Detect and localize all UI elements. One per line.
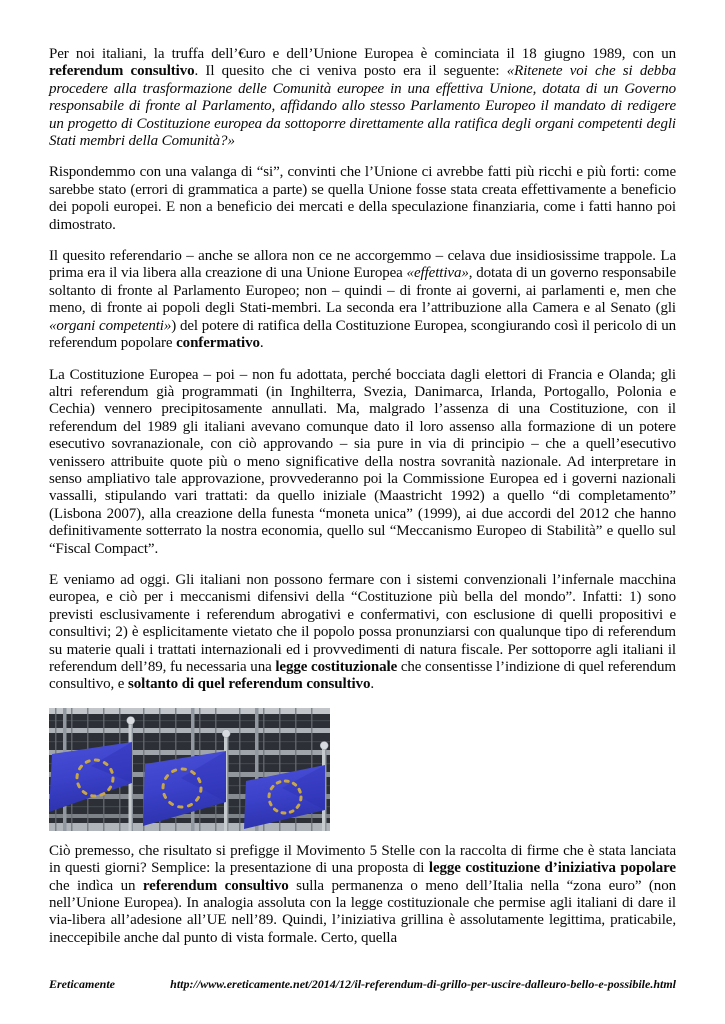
footer-source-url: http://www.ereticamente.net/2014/12/il-referendum-di-grillo-per-uscire-dalleuro-bello-e-possibile.html (170, 977, 676, 991)
paragraph-2: Rispondemmo con una valanga di “si”, convinti che l’Unione ci avrebbe fatti più ricchi e più forti: come sarebbe stato (errori di grammatica a parte) se quella Unione fosse stata creata effettivamente a beneficio dei popoli europei. E non a beneficio dei mercati e della speculazione finanziaria, come i fatti hanno poi dimostrato. (49, 164, 676, 233)
eu-flags-illustration (49, 708, 330, 831)
paragraph-1: Per noi italiani, la truffa dell’€uro e dell’Unione Europea è cominciata il 18 giugno 1989, con un referendum consultivo. Il quesito che ci veniva posto era il seguente: «Ritenete voi che si debba procedere alla trasformazione delle Comunità europee in una effettiva Unione, dotata di un Governo responsabile di fronte al Parlamento, affidando allo stesso Parlamento Europeo il mandato di redigere un progetto di Costituzione europea da sottoporre direttamente alla ratifica degli organi competenti degli Stati membri della Comunità?» (49, 46, 676, 150)
page-footer (49, 977, 676, 992)
eu-flags-photo (49, 708, 330, 831)
article-body (49, 46, 676, 961)
paragraph-6: Ciò premesso, che risultato si prefigge il Movimento 5 Stelle con la raccolta di firme che è stata lanciata in questi giorni? Semplice: la presentazione di una proposta di legge costituzione d’iniziativa popolare che indìca un referendum consultivo sulla permanenza o meno dell’Italia nella “zona euro” (non nell’Unione Europea). In analogia assoluta con la legge costituzionale che permise agli italiani di dare il via-libera all’adesione all’UE nell’89. Quindi, l’iniziativa grillina è assolutamente legittima, praticabile, ineccepibile anche dal punto di vista formale. Certo, quella (49, 842, 676, 946)
paragraph-3: Il quesito referendario – anche se allora non ce ne accorgemmo – celava due insidiosissime trappole. La prima era il via libera alla creazione di una Unione Europea «effettiva», dotata di un governo responsabile soltanto di fronte al Parlamento Europeo; non – quindi – di fronte ai governi, ai parlamenti e, men che meno, di fronte ai popoli degli Stati-membri. La seconda era l’attribuzione alla Camera e al Senato (gli «organi competenti») del potere di ratifica della Costituzione Europea, scongiurando così il pericolo di un referendum popolare confermativo. (49, 248, 677, 352)
paragraph-5: E veniamo ad oggi. Gli italiani non possono fermare con i sistemi convenzionali l’infernale macchina europea, e ciò per i meccanismi difensivi della “Costituzione più bella del mondo”. Infatti: 1) sono previsti esclusivamente i referendum abrogativi e confermativi, con esclusione di quelli propositivi e consultivi; 2) è esplicitamente vietato che il popolo possa pronunziarsi con qualunque tipo di referendum su materie quali i trattati internazionali ed i provvedimenti di natura fiscale. Per sottoporre agli italiani il referendum dell’89, fu necessaria una legge costituzionale che consentisse l’indizione di quel referendum consultivo, e soltanto di quel referendum consultivo. (49, 571, 676, 693)
footer-site-name: Ereticamente (49, 977, 115, 991)
paragraph-4: La Costituzione Europea – poi – non fu adottata, perché bocciata dagli elettori di Francia e Olanda; gli altri referendum già programmati (in Inghilterra, Svezia, Danimarca, Irlanda, Portogallo, Polonia e Cechia) vennero precipitosamente annullati. Ma, malgrado l’assenza di una Costituzione, con il referendum del 1989 gli italiani avevano comunque dato il loro assenso alla formazione di un potere esecutivo sovranazionale, con ciò approvando – sia pure in via di principio – che a quell’esecutivo venissero attribuite quote più o meno significative della nostra sovranità nazionale. Ad interpretare in senso ampliativo tale approvazione, provvederanno poi la Commissione Europea ed i governi nazionali vassalli, stipulando vari trattati: da quello iniziale (Maastricht 1992) a quello “di completamento” (Lisbona 2007), alla creazione della funesta “moneta unica” (1999), ai due accordi del 2012 che hanno definitivamente sotterrato la nostra economia, quello sul “Meccanismo Europeo di Stabilità” e quello sul “Fiscal Compact”. (49, 366, 676, 557)
